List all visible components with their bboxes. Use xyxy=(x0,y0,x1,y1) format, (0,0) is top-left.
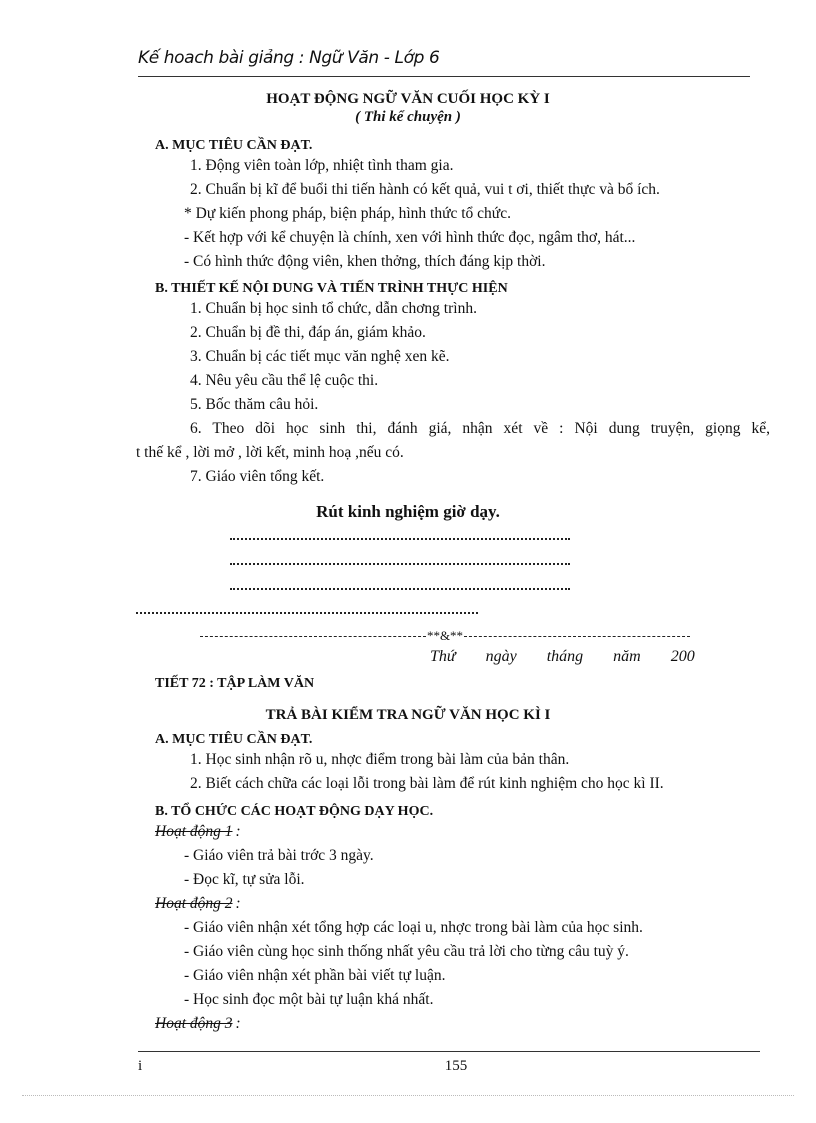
activity-item: - Đọc kĩ, tự sửa lỗi. xyxy=(184,871,305,888)
footer-rule xyxy=(138,1051,760,1052)
lesson-heading: TIẾT 72 : TẬP LÀM VĂN xyxy=(155,676,315,691)
activities-heading: B. TỔ CHỨC CÁC HOẠT ĐỘNG DẠY HỌC. xyxy=(155,804,434,819)
activity-3-label xyxy=(155,1015,241,1033)
activity-colon: : xyxy=(235,1015,241,1032)
activity-item: - Học sinh đọc một bài tự luận khá nhất. xyxy=(184,991,434,1008)
activity-item: - Giáo viên nhận xét phần bài viết tự luận. xyxy=(184,967,446,984)
footer-mark: i xyxy=(138,1058,143,1074)
design-heading: B. THIẾT KẾ NỘI DUNG VÀ TIẾN TRÌNH THỰC HIỆN xyxy=(155,281,508,296)
date-line: Thứ ngày tháng năm 200 xyxy=(430,648,695,665)
page-bottom-border xyxy=(22,1095,794,1096)
objectives-heading: A. MỤC TIÊU CẦN ĐẠT. xyxy=(155,138,313,153)
separator-dash xyxy=(200,636,426,637)
design-item: 1. Chuẩn bị học sinh tổ chức, dẫn chơng trình. xyxy=(190,300,477,317)
separator-dash xyxy=(464,636,690,637)
running-header: Kế hoach bài giảng : Ngữ Văn - Lớp 6 xyxy=(138,48,440,68)
activity-3-label-text: Hoạt động 3 xyxy=(155,1015,233,1032)
objective-item: 2. Biết cách chữa các loại lỗi trong bài làm để rút kinh nghiệm cho học kì II. xyxy=(190,775,664,792)
objective-item: 1. Học sinh nhận rõ u, nhợc điểm trong bài làm của bản thân. xyxy=(190,751,570,768)
activity-2-label-text: Hoạt động 2 xyxy=(155,895,233,912)
design-item: 5. Bốc thăm câu hỏi. xyxy=(190,396,319,413)
design-item: 3. Chuẩn bị các tiết mục văn nghệ xen kẽ. xyxy=(190,348,450,365)
objective-item: 1. Động viên toàn lớp, nhiệt tình tham gia. xyxy=(190,157,454,174)
review-dotted-line xyxy=(230,588,570,590)
activity-colon: : xyxy=(235,895,241,912)
review-dotted-line xyxy=(230,563,570,565)
page-number: 155 xyxy=(444,1058,468,1074)
activity-item: - Giáo viên trả bài trớc 3 ngày. xyxy=(184,847,374,864)
activity-item: - Giáo viên cùng học sinh thống nhất yêu cầu trả lời cho từng câu tuỳ ý. xyxy=(184,943,629,960)
activity-1-label-text: Hoạt động 1 xyxy=(155,823,233,840)
objective-item: - Kết hợp với kể chuyện là chính, xen với hình thức đọc, ngâm thơ, hát... xyxy=(184,229,636,246)
activity-colon: : xyxy=(235,823,241,840)
separator-symbol: **&** xyxy=(426,628,464,643)
activity-item: - Giáo viên nhận xét tổng hợp các loại u, nhợc trong bài làm của học sinh. xyxy=(184,919,643,936)
design-item: 6. Theo dõi học sinh thi, đánh giá, nhận xét về : Nội dung truyện, giọng kể, xyxy=(190,420,770,437)
section-separator xyxy=(200,627,690,645)
design-item: 2. Chuẩn bị đề thi, đáp án, giám khảo. xyxy=(190,324,426,341)
objective-item: * Dự kiến phong pháp, biện pháp, hình thức tổ chức. xyxy=(184,205,511,222)
design-item: 7. Giáo viên tổng kết. xyxy=(190,468,325,485)
lesson-title: TRẢ BÀI KIỂM TRA NGỮ VĂN HỌC KÌ I xyxy=(265,707,551,723)
activity-2-label xyxy=(155,895,241,913)
design-item-continued: t thế kể , lời mở , lời kết, minh hoạ ,nếu có. xyxy=(136,444,404,461)
activity-title: HOẠT ĐỘNG NGỮ VĂN CUỐI HỌC KỲ I xyxy=(266,91,550,107)
objective-item: - Có hình thức động viên, khen thởng, thích đáng kịp thời. xyxy=(184,253,546,270)
review-dotted-line xyxy=(136,612,478,614)
review-dotted-line xyxy=(230,538,570,540)
review-title: Rút kinh nghiệm giờ dạy. xyxy=(316,502,500,521)
activity-subtitle: ( Thi kể chuyện ) xyxy=(355,109,461,125)
objective-item: 2. Chuẩn bị kĩ để buổi thi tiến hành có kết quả, vui t ơi, thiết thực và bổ ích. xyxy=(190,181,660,198)
header-rule xyxy=(138,76,750,77)
objectives-heading: A. MỤC TIÊU CẦN ĐẠT. xyxy=(155,732,313,747)
design-item: 4. Nêu yêu cầu thể lệ cuộc thi. xyxy=(190,372,379,389)
activity-1-label xyxy=(155,823,241,841)
